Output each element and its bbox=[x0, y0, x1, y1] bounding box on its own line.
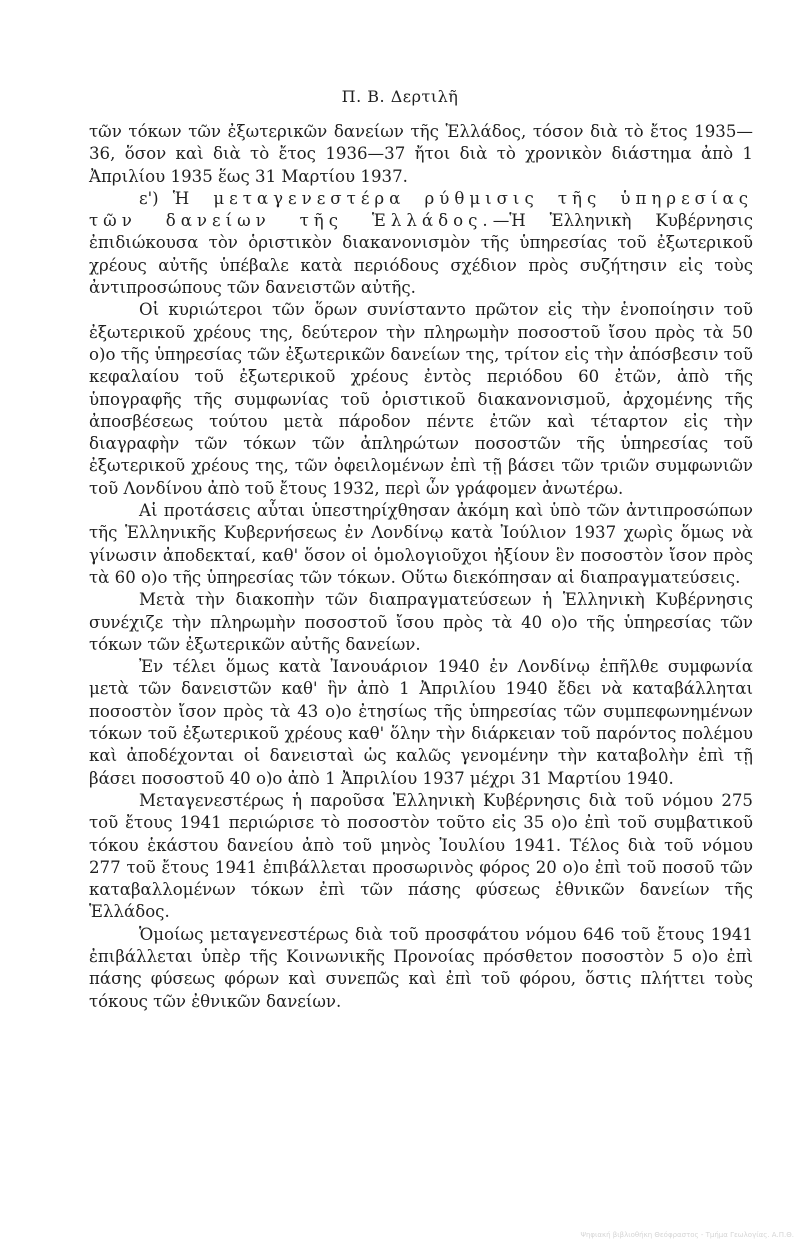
body-text bbox=[89, 121, 753, 1013]
paragraph-7: Μεταγενεστέρως ἡ παροῦσα Ἑλληνικὴ Κυβέρνησις διὰ τοῦ νόμου 275 τοῦ ἔτους 1941 περιώρισε τὸ ποσοστὸν τοῦτο εἰς 35 ο)ο ἐπὶ τοῦ συμβατικοῦ τόκου ἑκάστου δανείου ἀπὸ τοῦ μηνὸς Ἰουλίου 1941. Τέλος διὰ τοῦ νόμου 277 τοῦ ἔτους 1941 ἐπιβάλλεται προσωρινὸς φόρος 20 ο)ο ἐπὶ τοῦ ποσοῦ τῶν καταβαλλομένων τόκων ἐπὶ τῶν πάσης φύσεως ἐθνικῶν δανείων τῆς Ἑλλάδος. bbox=[89, 790, 753, 922]
section-title: Ἡ μεταγενεστέρα ρύθμισις τῆς ὑπηρεσίας τῶν δανείων τῆς Ἑλλάδος. bbox=[89, 188, 753, 231]
running-header: Π. Β. Δερτιλῆ bbox=[341, 87, 459, 106]
section-body: —Ἡ Ἑλληνικὴ Κυβέρνησις ἐπιδιώκουσα τὸν ὁριστικὸν διακανονισμὸν τῆς ὑπηρεσίας τοῦ ἐξωτερικοῦ χρέους αὐτῆς ὑπέβαλε κατὰ περιόδους σχέδιον πρὸς συζήτησιν εἰς τοὺς ἀντιπροσώπους τῶν δανειστῶν αὐτῆς. bbox=[89, 211, 753, 298]
paragraph-1: τῶν τόκων τῶν ἐξωτερικῶν δανείων τῆς Ἑλλάδος, τόσον διὰ τὸ ἔτος 1935—36, ὅσον καὶ διὰ τὸ ἔτος 1936—37 ἤτοι διὰ τὸ χρονικὸν διάστημα ἀπὸ 1 Ἀπριλίου 1935 ἕως 31 Μαρτίου 1937. bbox=[89, 122, 753, 186]
paragraph-5: Μετὰ τὴν διακοπὴν τῶν διαπραγματεύσεων ἡ Ἑλληνικὴ Κυβέρνησις συνέχιζε τὴν πληρωμὴν ποσοστοῦ ἴσου πρὸς τὰ 40 ο)ο τῆς ὑπηρεσίας τῶν τόκων τῶν ἐξωτερικῶν αὐτῆς δανείων. bbox=[89, 590, 753, 654]
section-number: ε') bbox=[139, 188, 159, 208]
paragraph-3: Οἱ κυριώτεροι τῶν ὅρων συνίσταντο πρῶτον εἰς τὴν ἑνοποίησιν τοῦ ἐξωτερικοῦ χρέους της, δεύτερον τὴν πληρωμὴν ποσοστοῦ ἴσου πρὸς τὰ 50 ο)ο τῆς ὑπηρεσίας τῶν ἐξωτερικῶν δανείων της, τρίτον εἰς τὴν ἀπόσβεσιν τοῦ κεφαλαίου τοῦ ἐξωτερικοῦ χρέους ἐντὸς περιόδου 60 ἐτῶν, ἀπὸ τῆς ὑπογραφῆς τῆς συμφωνίας τοῦ ὁριστικοῦ διακανονισμοῦ, ἀρχομένης τῆς ἀποσβέσεως τούτου μετὰ πάροδον πέντε ἐτῶν καὶ τέταρτον εἰς τὴν διαγραφὴν τῶν τόκων τῶν ἀπληρώτων ποσοστῶν τῆς ὑπηρεσίας τοῦ ἐξωτερικοῦ χρέους της, τῶν ὀφειλομένων ἐπὶ τῇ βάσει τῶν τριῶν συμφωνιῶν τοῦ Λονδίνου ἀπὸ τοῦ ἔτους 1932, περὶ ὧν γράφομεν ἀνωτέρω. bbox=[89, 300, 753, 498]
paragraph-8: Ὁμοίως μεταγενεστέρως διὰ τοῦ προσφάτου νόμου 646 τοῦ ἔτους 1941 ἐπιβάλλεται ὑπὲρ τῆς Κοινωνικῆς Προνοίας πρόσθετον ποσοστὸν 5 ο)ο ἐπὶ πάσης φύσεως φόρων καὶ συνεπῶς καὶ ἐπὶ τοῦ φόρου, ὅστις πλήττει τοὺς τόκους τῶν ἐθνικῶν δανείων. bbox=[89, 924, 753, 1011]
library-watermark: Ψηφιακή βιβλιοθήκη Θεόφραστος - Τμήμα Γεωλογίας. Α.Π.Θ. bbox=[580, 1231, 794, 1239]
paragraph-6: Ἐν τέλει ὅμως κατὰ Ἰανουάριον 1940 ἐν Λονδίνῳ ἐπῆλθε συμφωνία μετὰ τῶν δανειστῶν καθ' ἣν ἀπὸ 1 Ἀπριλίου 1940 ἔδει νὰ καταβάλληται ποσοστὸν ἴσον πρὸς τὰ 43 ο)ο ἐτησίως τῆς ὑπηρεσίας τῶν συμπεφωνημένων τόκων τοῦ ἐξωτερικοῦ χρέους καθ' ὅλην τὴν διάρκειαν τοῦ παρόντος πολέμου καὶ ἀποδέχονται οἱ δανεισταὶ ὡς καλῶς γενομένην τὴν καταβολὴν ἐπὶ τῇ βάσει ποσοστοῦ 40 ο)ο ἀπὸ 1 Ἀπριλίου 1937 μέχρι 31 Μαρτίου 1940. bbox=[89, 657, 753, 788]
paragraph-4: Αἱ προτάσεις αὗται ὑπεστηρίχθησαν ἀκόμη καὶ ὑπὸ τῶν ἀντιπροσώπων τῆς Ἑλληνικῆς Κυβερνήσεως ἐν Λονδίνῳ κατὰ Ἰούλιον 1937 χωρὶς ὅμως νὰ γίνωσιν ἀποδεκταί, καθ' ὅσον οἱ ὁμολογιοῦχοι ἠξίουν ἓν ποσοστὸν ἴσον πρὸς τὰ 60 ο)ο τῆς ὑπηρεσίας τῶν τόκων. Οὕτω διεκόπησαν αἱ διαπραγματεύσεις. bbox=[89, 501, 753, 587]
paragraph-2 bbox=[89, 188, 753, 299]
